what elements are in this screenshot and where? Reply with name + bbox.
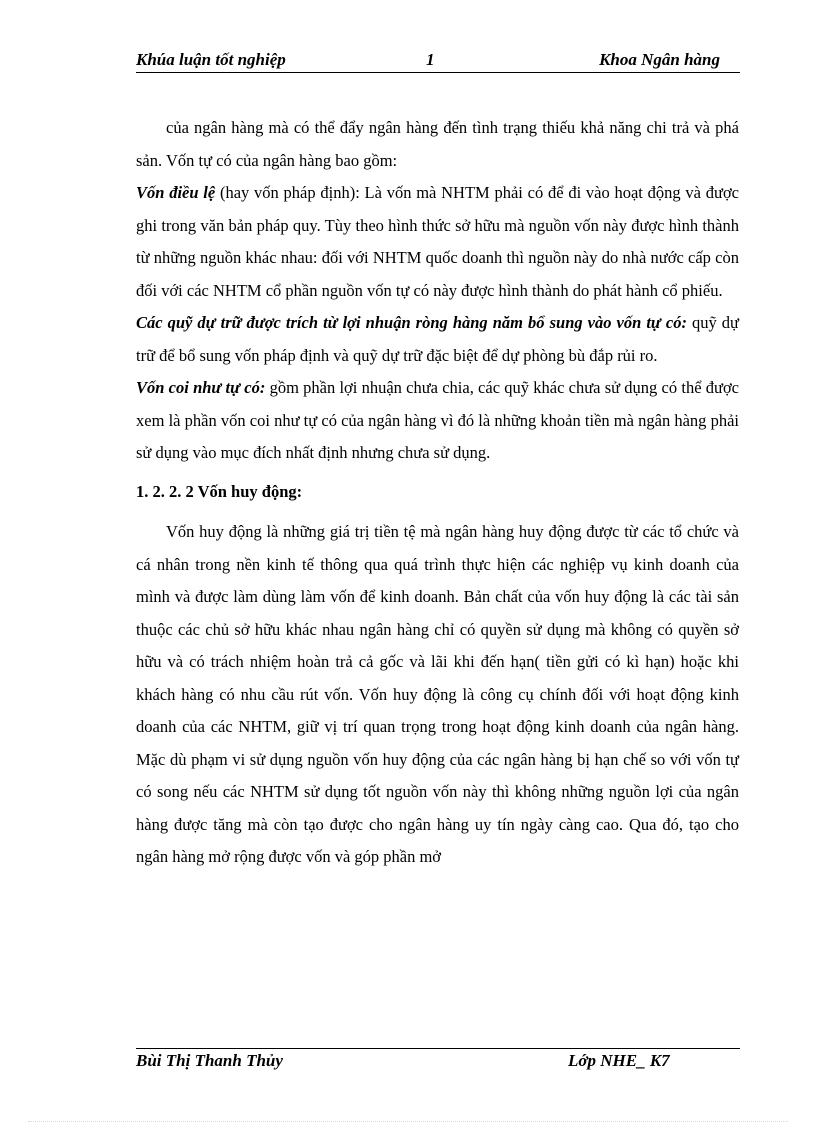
header-page-number: 1 (426, 50, 435, 69)
page-edge-divider (28, 1121, 788, 1122)
paragraph-mobilized-capital: Vốn huy động là những giá trị tiền tệ mà ngân hàng huy động được từ các tổ chức và cá nhân trong nền kinh tế thông qua quá trình thực hiện các nghiệp vụ kinh doanh của mình và được làm dùng làm vốn để kinh doanh. Bản chất của vốn huy động là các tài sản thuộc các chủ sở hữu khác nhau ngân hàng chỉ có quyền sử dụng mà không có quyền sở hữu và có trách nhiệm hoàn trả cả gốc và lãi khi đến hạn( tiền gửi có kì hạn) hoặc khi khách hàng có nhu cầu rút vốn. Vốn huy động là công cụ chính đối với hoạt động kinh doanh của các NHTM, giữ vị trí quan trọng trong hoạt động kinh doanh của ngân hàng. Mặc dù phạm vi sử dụng nguồn vốn huy động của các ngân hàng bị hạn chế so với vốn tự có song nếu các NHTM sử dụng tốt nguồn vốn này thì không những nguồn lợi của ngân hàng được tăng mà còn tạo được cho ngân hàng uy tín ngày càng cao. Qua đó, tạo cho ngân hàng mở rộng được vốn và góp phần mở (136, 522, 739, 866)
page-body (136, 112, 739, 874)
text-reserve-funds: quỹ dự trữ để bổ sung vốn pháp định và quỹ dự trữ đặc biệt để dự phòng bù đắp rủi ro. (136, 313, 739, 365)
paragraph-intro: của ngân hàng mà có thể đẩy ngân hàng đến tình trạng thiếu khả năng chi trả và phá sản. Vốn tự có của ngân hàng bao gồm: (136, 118, 739, 170)
section-heading: 1. 2. 2. 2 Vốn huy động: (136, 481, 303, 501)
header-department: Khoa Ngân hàng (599, 50, 720, 69)
text-charter-capital: (hay vốn pháp định): Là vốn mà NHTM phải có để đi vào hoạt động và được ghi trong văn bản pháp quy. Tùy theo hình thức sở hữu mà nguồn vốn này được hình thành từ những nguồn khác nhau: đối với NHTM quốc doanh thì nguồn này do nhà nước cấp còn đối với các NHTM cổ phần nguồn vốn tự có này được hình thành do phát hành cổ phiếu. (136, 183, 739, 300)
footer-class: Lớp NHE_ K7 (568, 1051, 670, 1070)
paragraph-charter-capital (136, 177, 739, 307)
text-quasi-equity: gồm phần lợi nhuận chưa chia, các quỹ khác chưa sử dụng có thể được xem là phần vốn coi như tự có của ngân hàng vì đó là những khoản tiền mà ngân hàng phải sử dụng vào mục đích nhất định nhưng chưa sử dụng. (136, 378, 739, 462)
term-charter-capital: Vốn điều lệ (136, 183, 216, 202)
page-footer (136, 1048, 740, 1073)
paragraph-reserve-funds (136, 307, 739, 372)
page-header (136, 50, 740, 73)
footer-author: Bùi Thị Thanh Thủy (136, 1051, 283, 1070)
header-thesis-title: Khúa luận tốt nghiệp (136, 50, 286, 69)
term-quasi-equity: Vốn coi như tự có: (136, 378, 266, 397)
paragraph-quasi-equity (136, 372, 739, 470)
term-reserve-funds: Các quỹ dự trữ được trích từ lợi nhuận ròng hàng năm bổ sung vào vốn tự có: (136, 313, 687, 332)
